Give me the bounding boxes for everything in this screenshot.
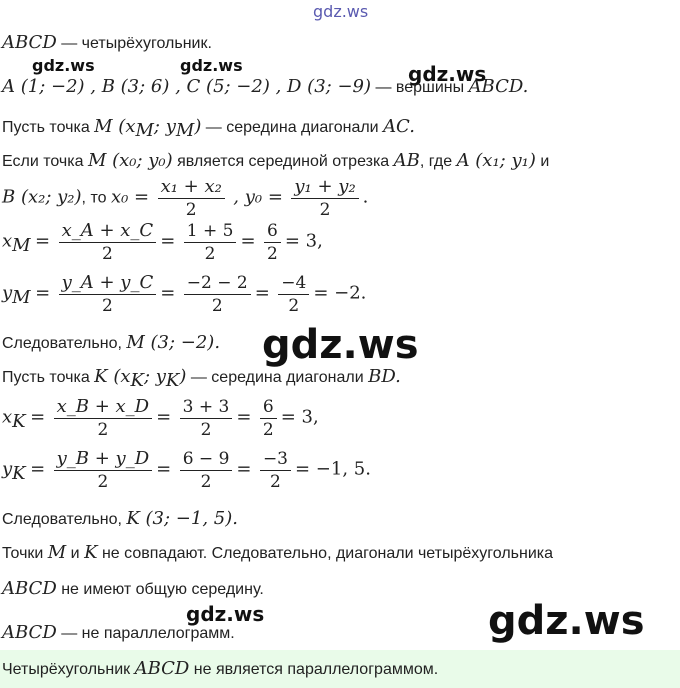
watermark: gdz.ws	[488, 598, 645, 644]
fraction: $\frac{6}{2}$	[264, 220, 281, 265]
fraction: $\frac{y\_B + y\_D}{2}$	[54, 448, 153, 493]
watermark: gdz.ws	[32, 56, 95, 75]
text: и	[535, 153, 550, 170]
watermark: gdz.ws	[186, 602, 265, 626]
math: A (1; −2) , B (3; 6) , C (5; −2) , D (3; −9)	[2, 76, 371, 97]
math: M (x₀; y₀)	[87, 150, 173, 171]
math: AB	[393, 150, 420, 171]
math: M (x	[94, 116, 136, 137]
answer-box	[0, 650, 680, 688]
math: ABCD	[2, 32, 57, 53]
answer-text: Четырёхугольник ABCD не является параллелограммом.	[2, 658, 439, 679]
line-midpoint-rule	[2, 150, 549, 171]
text: — середина диагонали	[201, 119, 384, 136]
math: ; y	[153, 116, 176, 137]
math-sub: M	[175, 120, 195, 142]
fraction: $\frac{x\_B + x\_D}{2}$	[54, 396, 153, 441]
text: является серединой отрезка	[172, 153, 394, 170]
line-midpoint-ac	[2, 116, 415, 141]
line-conclusion-k: Следовательно, K (3; −1, 5).	[2, 508, 238, 529]
fraction: $\frac{y\_A + y\_C}{2}$	[59, 272, 157, 317]
line-points-differ: Точки M и K не совпадают. Следовательно, диагонали четырёхугольника	[2, 542, 554, 563]
watermark: gdz.ws	[313, 2, 369, 21]
math: ABCD.	[468, 76, 529, 97]
math: , y₀ =	[233, 186, 283, 208]
math-sub: M	[135, 120, 154, 142]
text: , где	[419, 153, 457, 170]
line-vertices	[2, 76, 528, 97]
line-midpoint-bd: Пусть точка K ($x_K$; $y_K$) — середина диагонали BD.	[2, 366, 401, 392]
line-intro	[2, 32, 212, 53]
watermark: gdz.ws	[408, 62, 487, 86]
text: , то	[81, 189, 111, 207]
fraction: $\frac{x\_A + x\_C}{2}$	[59, 220, 157, 265]
fraction: $\frac{-2 - 2}{2}$	[184, 272, 251, 317]
line-ym: $y_M$ = $\frac{y\_A + y\_C}{2}$ = $\frac{-2 - 2}{2}$ = $\frac{-4}{2}$ = −2.	[2, 272, 367, 316]
fraction: $\frac{3 + 3}{2}$	[180, 396, 233, 441]
math: )	[194, 116, 202, 137]
line-not-parallelogram: ABCD — не параллелограмм.	[2, 622, 235, 643]
fraction: $\frac{-3}{2}$	[260, 448, 291, 493]
fraction: $\frac{\text{x₁ + x₂}}{2}$	[158, 176, 225, 221]
watermark: gdz.ws	[262, 322, 419, 368]
fraction: $\frac{6}{2}$	[260, 396, 277, 441]
text: Если точка	[2, 153, 88, 170]
fraction: $\frac{6 - 9}{2}$	[180, 448, 233, 493]
math: x₀ =	[110, 186, 150, 208]
fraction: $\frac{-4}{2}$	[278, 272, 309, 317]
math: A (x₁; y₁)	[456, 150, 536, 171]
math: AC.	[383, 116, 415, 137]
fraction: $\frac{\text{y₁ + y₂}}{2}$	[291, 176, 358, 221]
fraction: $\frac{1 + 5}{2}$	[184, 220, 237, 265]
line-xk: $x_K$ = $\frac{x\_B + x\_D}{2}$ = $\frac{3 + 3}{2}$ = $\frac{6}{2}$ = 3,	[2, 396, 319, 440]
line-xm: $x_M$ = $\frac{x\_A + x\_C}{2}$ = $\frac{1 + 5}{2}$ = $\frac{6}{2}$ = 3,	[2, 220, 323, 264]
watermark: gdz.ws	[180, 56, 243, 75]
line-midpoint-formula: B (x₂; y₂), то x₀ = $\frac{\text{x₁ + x₂}}{2}$ , y₀ = $\frac{\text{y₁ + y₂}}{2}$ .	[2, 176, 369, 220]
line-no-common-midpoint: ABCD не имеют общую середину.	[2, 578, 264, 599]
line-yk: $y_K$ = $\frac{y\_B + y\_D}{2}$ = $\frac{6 - 9}{2}$ = $\frac{-3}{2}$ = −1, 5.	[2, 448, 371, 492]
line-conclusion-m: Следовательно, M (3; −2).	[2, 332, 221, 353]
text: — вершины	[371, 79, 469, 96]
text: Пусть точка	[2, 119, 95, 136]
text: — четырёхугольник.	[56, 35, 212, 52]
math: B (x₂; y₂)	[2, 186, 82, 208]
